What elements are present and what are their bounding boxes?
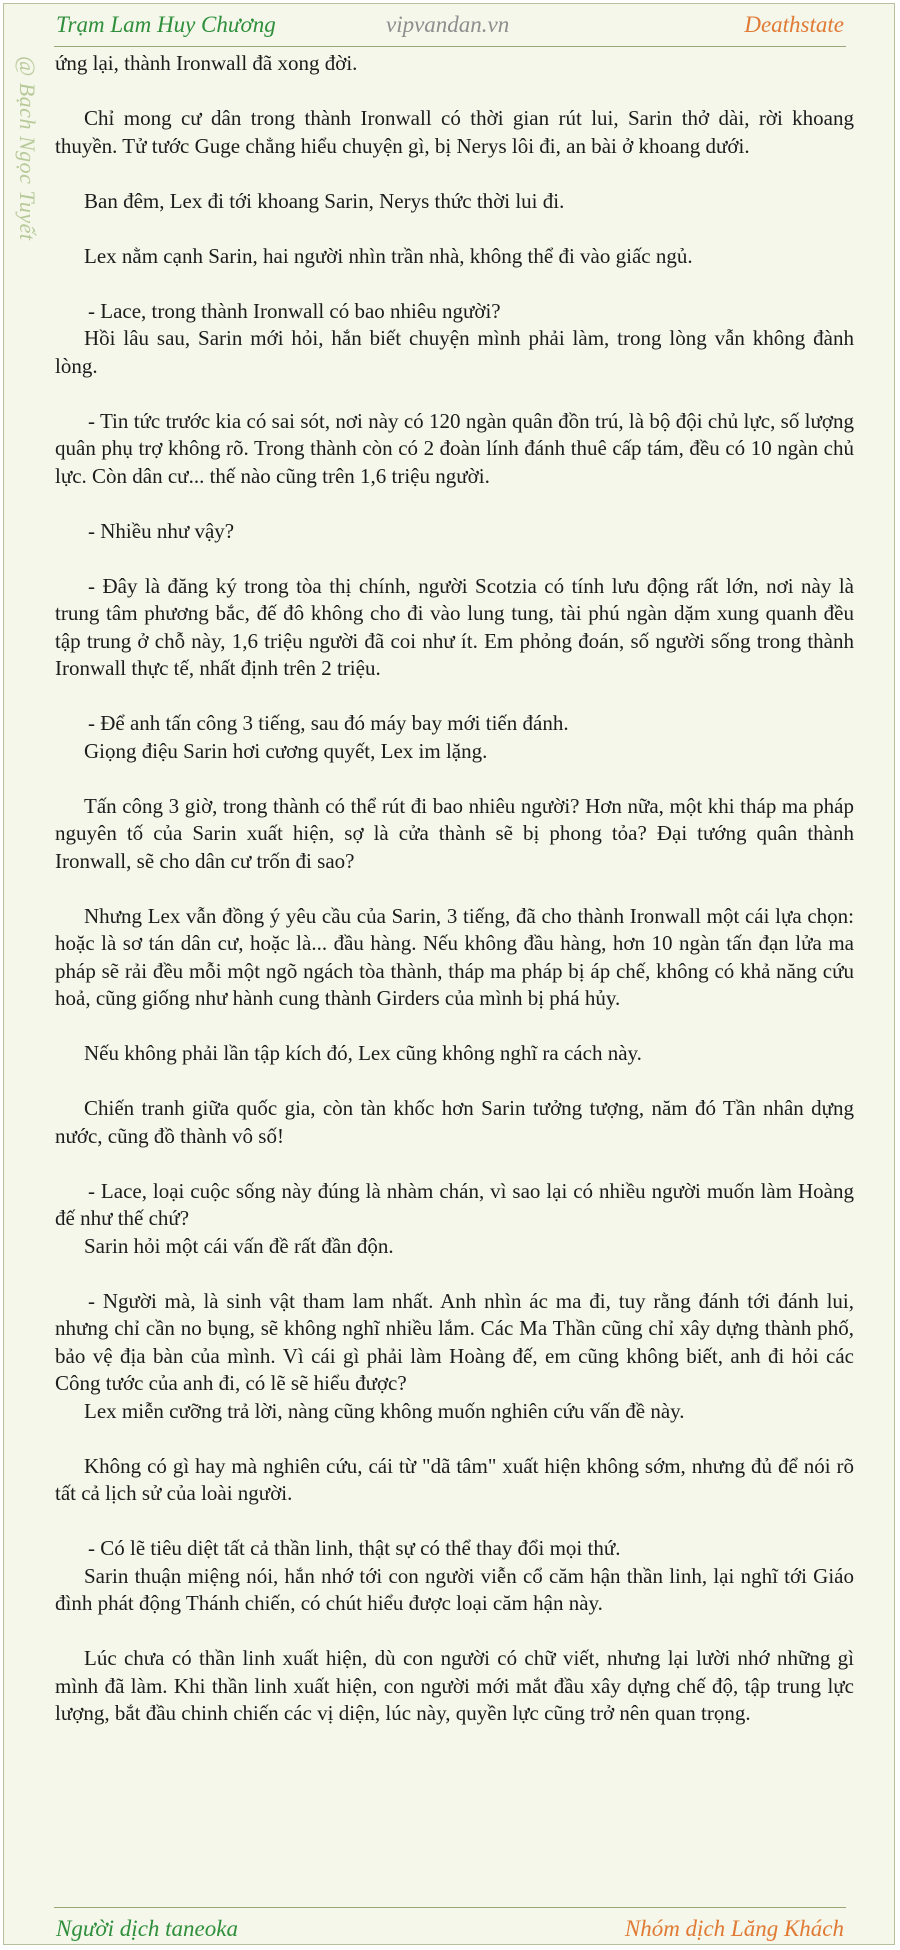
header-book-title: Deathstate: [744, 12, 844, 37]
dialogue-block: [55, 1535, 854, 1618]
page-header: [54, 8, 846, 47]
paragraph: Chỉ mong cư dân trong thành Ironwall có thời gian rút lui, Sarin thở dài, rời khoang thuyền. Tử tước Guge chẳng hiểu chuyện gì, bị Nerys lôi đi, an bài ở khoang dưới.: [55, 106, 854, 158]
narration-line: Sarin thuận miệng nói, hắn nhớ tới con người viễn cổ căm hận thần linh, lại nghĩ tới Giáo đình phát động Thánh chiến, có chút hiểu được loại căm hận này.: [55, 1563, 854, 1615]
dialogue-block: [55, 1178, 854, 1261]
header-site-name: Trạm Lam Huy Chương: [56, 12, 276, 37]
narration-line: Lex miễn cưỡng trả lời, nàng cũng không muốn nghiên cứu vấn đề này.: [84, 1398, 685, 1423]
narration-line: Hồi lâu sau, Sarin mới hỏi, hắn biết chuyện mình phải làm, trong lòng vẫn không đành lòng.: [55, 326, 854, 378]
dialogue-line: - Nhiều như vậy?: [88, 518, 235, 543]
paragraph: Chiến tranh giữa quốc gia, còn tàn khốc hơn Sarin tưởng tượng, năm đó Tần nhân dựng nước, cũng đồ thành vô số!: [55, 1096, 854, 1148]
paragraph: Nếu không phải lần tập kích đó, Lex cũng không nghĩ ra cách này.: [84, 1041, 642, 1065]
paragraph: ứng lại, thành Ironwall đã xong đời.: [55, 51, 358, 75]
dialogue-line: - Người mà, là sinh vật tham lam nhất. Anh nhìn ác ma đi, tuy rằng đánh tới đánh lui, nhưng chỉ cần no bụng, sẽ không nghĩ nhiều lắm. Các Ma Thần cũng chỉ xây dựng thành phố, bảo vệ địa bàn của mình. Vì cái gì phải làm Hoàng đế, em cũng không biết, anh đi hỏi các Công tước của anh đi, có lẽ sẽ hiểu được?: [55, 1288, 854, 1395]
dialogue-block: [55, 573, 854, 683]
paragraph: Ban đêm, Lex đi tới khoang Sarin, Nerys thức thời lui đi.: [84, 188, 565, 213]
dialogue-block: [55, 518, 854, 546]
footer-translator: Người dịch taneoka: [56, 1916, 238, 1941]
paragraph: Lex nằm cạnh Sarin, hai người nhìn trần nhà, không thể đi vào giấc ngủ.: [84, 243, 693, 268]
dialogue-line: - Để anh tấn công 3 tiếng, sau đó máy bay mới tiến đánh.: [88, 711, 569, 735]
dialogue-line: - Lace, trong thành Ironwall có bao nhiêu người?: [88, 298, 501, 323]
dialogue-line: - Tin tức trước kia có sai sót, nơi này có 120 ngàn quân đồn trú, là bộ đội chủ lực, số lượng quân phụ trợ không rõ. Trong thành còn có 2 đoàn lính đánh thuê cấp tám, đều có 10 ngàn chủ lực. Còn dân cư... thế nào cũng trên 1,6 triệu người.: [55, 408, 854, 488]
dialogue-line: - Lace, loại cuộc sống này đúng là nhàm chán, vì sao lại có nhiều người muốn làm Hoàng đế như thế chứ?: [55, 1178, 854, 1230]
paragraph: Tấn công 3 giờ, trong thành có thể rút đi bao nhiêu người? Hơn nữa, một khi tháp ma pháp nguyên tố của Sarin xuất hiện, sợ là cửa thành sẽ bị phong tỏa? Đại tướng quân thành Ironwall, sẽ cho dân cư trốn đi sao?: [55, 793, 854, 873]
paragraph: Lúc chưa có thần linh xuất hiện, dù con người có chữ viết, nhưng lại lười nhớ những gì mình đã làm. Khi thần linh xuất hiện, con người mới mắt đầu xây dựng chế độ, tập trung lực lượng, bắt đầu chinh chiến các vị diện, lúc này, quyền lực cũng trở nên quan trọng.: [55, 1646, 854, 1725]
header-url: vipvandan.vn: [386, 12, 510, 37]
dialogue-block: [55, 1288, 854, 1426]
dialogue-line: - Đây là đăng ký trong tòa thị chính, người Scotzia có tính lưu động rất lớn, nơi này là trung tâm phương bắc, đế đô không cho đi vào lung tung, tài phú ngàn dặm xung quanh đều tập trung ở chỗ này, 1,6 triệu người đã coi như ít. Em phỏng đoán, số người sống trong thành Ironwall thực tế, nhất định trên 2 triệu.: [55, 573, 854, 680]
narration-line: Sarin hỏi một cái vấn đề rất đần độn.: [84, 1233, 394, 1258]
side-watermark: @ Bạch Ngọc Tuyết: [15, 56, 40, 241]
dialogue-block: [55, 298, 854, 381]
dialogue-line: - Có lẽ tiêu diệt tất cả thần linh, thật sự có thể thay đổi mọi thứ.: [88, 1536, 621, 1560]
paragraph: Không có gì hay mà nghiên cứu, cái từ "dã tâm" xuất hiện không sớm, nhưng đủ để nói rõ tất cả lịch sử của loài người.: [55, 1453, 854, 1505]
footer-group: Nhóm dịch Lăng Khách: [624, 1916, 844, 1941]
paragraph: Nhưng Lex vẫn đồng ý yêu cầu của Sarin, 3 tiếng, đã cho thành Ironwall một cái lựa chọn: hoặc là sơ tán dân cư, hoặc là... đầu hàng. Nếu không đầu hàng, hơn 10 ngàn tấn đạn lửa ma pháp sẽ rải đều mỗi một ngõ ngách tòa thành, tháp ma pháp bị áp chế, không có khả năng cứu hoả, cũng giống như hành cung thành Girders của mình bị phá hủy.: [55, 903, 854, 1010]
page-footer: [54, 1907, 846, 1946]
dialogue-block: [55, 408, 854, 491]
dialogue-block: [55, 710, 854, 765]
narration-line: Giọng điệu Sarin hơi cương quyết, Lex im lặng.: [84, 738, 488, 763]
page: [3, 3, 895, 1945]
story-text: [55, 50, 854, 1755]
